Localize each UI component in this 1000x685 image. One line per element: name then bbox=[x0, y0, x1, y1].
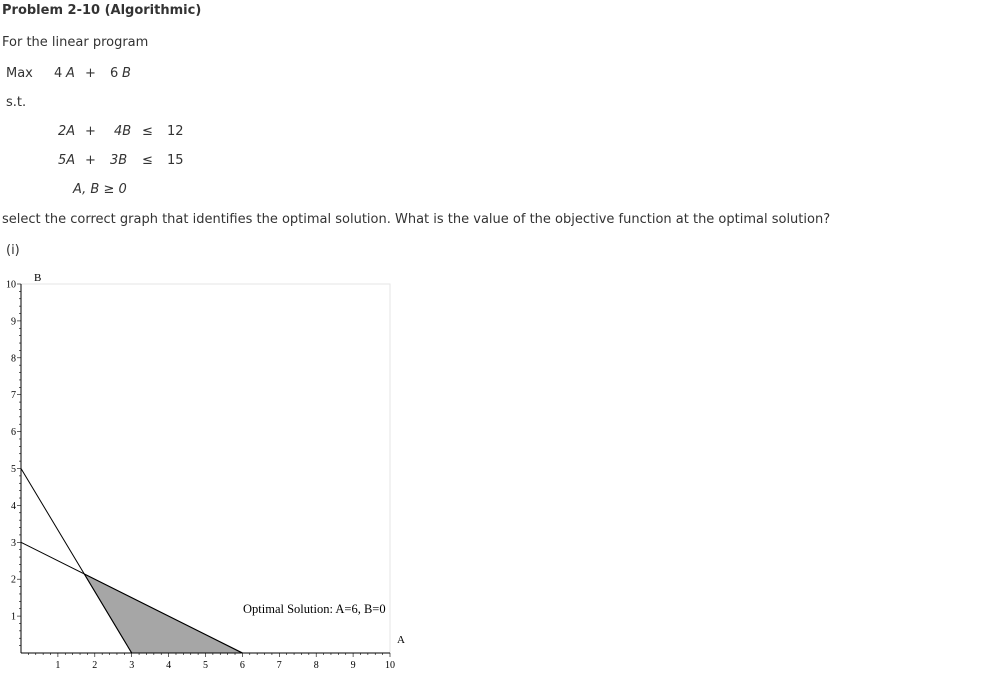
y-tick-label: 6 bbox=[11, 427, 16, 439]
nonnegativity: A, B ≥ 0 bbox=[73, 182, 127, 197]
constraint-term-a: 5A bbox=[58, 153, 76, 168]
objective-coef-b: 6 bbox=[110, 66, 119, 81]
plot-border bbox=[21, 284, 390, 653]
y-tick-label: 7 bbox=[11, 390, 16, 402]
y-tick-label: 10 bbox=[6, 279, 16, 291]
optimal-solution-annotation: Optimal Solution: A=6, B=0 bbox=[243, 602, 386, 616]
y-tick-label: 4 bbox=[11, 500, 16, 512]
question-text: select the correct graph that identifies the optimal solution. What is the value of the objective function at the optimal solution? bbox=[2, 212, 831, 227]
objective-var-b: B bbox=[122, 66, 131, 81]
x-tick-label: 6 bbox=[239, 660, 245, 671]
y-tick-label: 3 bbox=[11, 537, 16, 549]
x-tick-label: 7 bbox=[276, 660, 282, 671]
objective-plus: + bbox=[85, 66, 96, 81]
x-tick-label: 8 bbox=[313, 660, 319, 671]
x-tick-label: 10 bbox=[385, 660, 395, 671]
constraint-op: ≤ bbox=[142, 124, 153, 139]
intro-text: For the linear program bbox=[2, 35, 149, 50]
y-tick-label: 2 bbox=[11, 574, 16, 586]
problem-title: Problem 2-10 (Algorithmic) bbox=[2, 3, 202, 18]
st-label: s.t. bbox=[6, 95, 27, 110]
objective-var-a: A bbox=[66, 66, 75, 81]
x-tick-label: 2 bbox=[92, 660, 98, 671]
objective-label: Max bbox=[6, 66, 33, 81]
x-axis-label: A bbox=[397, 634, 405, 646]
constraint-plus: + bbox=[85, 153, 96, 168]
y-tick-label: 5 bbox=[11, 464, 16, 475]
objective-coef-a: 4 bbox=[54, 66, 63, 81]
x-tick-label: 4 bbox=[166, 660, 172, 671]
y-tick-label: 1 bbox=[11, 611, 16, 623]
x-tick-label: 3 bbox=[129, 660, 135, 671]
constraint-term-a: 2A bbox=[58, 124, 76, 139]
x-tick-label: 5 bbox=[203, 660, 208, 671]
y-axis-label: B bbox=[34, 272, 42, 284]
constraint-rhs: 15 bbox=[167, 153, 184, 168]
x-tick-label: 9 bbox=[350, 660, 356, 671]
constraint-term-b: 3B bbox=[110, 153, 128, 168]
constraint-line-1 bbox=[21, 469, 132, 654]
constraint-op: ≤ bbox=[142, 153, 153, 168]
lp-graph[interactable] bbox=[0, 265, 420, 680]
y-tick-label: 9 bbox=[11, 316, 16, 328]
constraint-plus: + bbox=[85, 124, 96, 139]
option-label[interactable]: (i) bbox=[6, 243, 20, 258]
x-tick-label: 1 bbox=[55, 660, 61, 671]
y-tick-label: 8 bbox=[11, 353, 16, 365]
constraint-term-b: 4B bbox=[114, 124, 132, 139]
constraint-rhs: 12 bbox=[167, 124, 184, 139]
